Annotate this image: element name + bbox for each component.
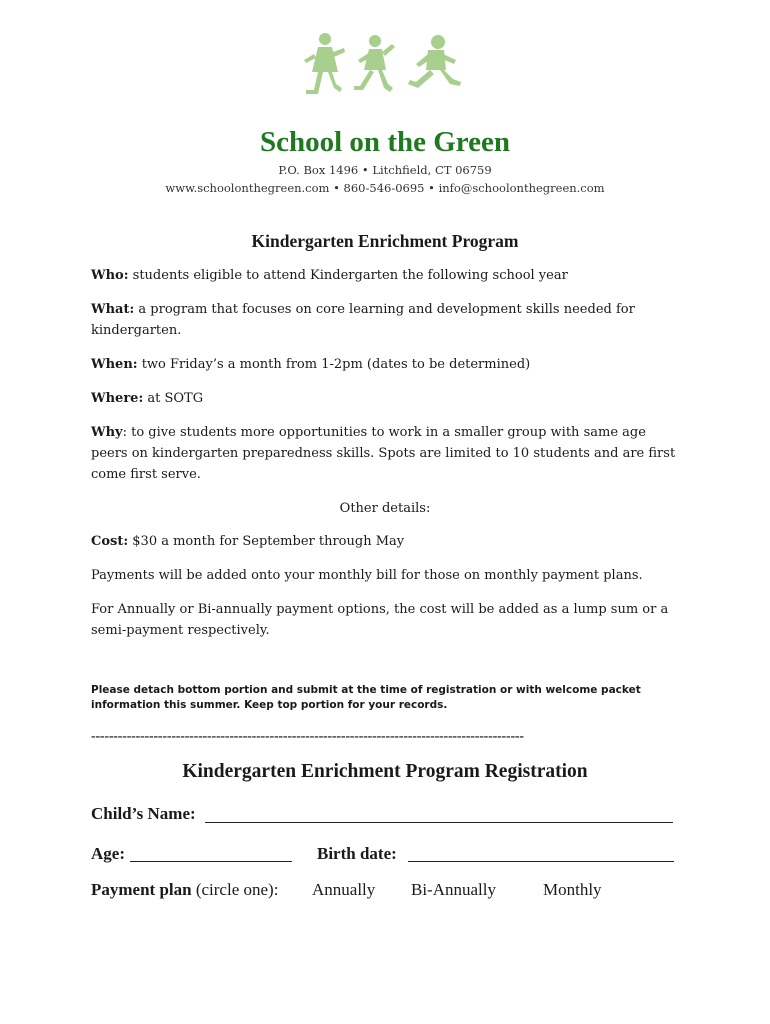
child-figure-1 [304,33,345,94]
child-name-label: Child’s Name: [91,804,196,823]
birth-date-input[interactable] [408,861,674,862]
what-paragraph [91,299,681,341]
why-label: Why [91,425,123,440]
child-figure-2 [354,35,395,92]
cost-paragraph [91,531,681,552]
other-details-heading: Other details: [339,501,431,516]
annual-payment-paragraph: For Annually or Bi-annually payment options, the cost will be added as a lump sum or a semi-payment respectively. [91,602,669,638]
what-text: a program that focuses on core learning and development skills needed for kindergarten. [91,302,635,338]
birth-date-label: Birth date: [317,844,397,863]
payment-option-monthly[interactable]: Monthly [543,880,602,899]
payments-paragraph: Payments will be added onto your monthly bill for those on monthly payment plans. [91,568,643,583]
age-label: Age: [91,844,125,863]
when-text: two Friday’s a month from 1-2pm (dates to be determined) [137,357,531,372]
address-line: P.O. Box 1496 • Litchfield, CT 06759 [278,163,492,177]
when-paragraph [91,354,681,375]
detach-divider: ------------------------------------------------------------------------------------------------- [91,729,524,744]
detach-note: Please detach bottom portion and submit at the time of registration or with welcome packet information this summer. Keep top portion for your records. [91,684,641,711]
payment-option-bi-annually[interactable]: Bi-Annually [411,880,496,899]
why-text: : to give students more opportunities to work in a smaller group with same age peers on kindergarten preparedness skills. Spots are limited to 10 students and are first come first serve. [91,425,676,482]
what-label: What: [91,302,135,317]
who-paragraph [91,265,681,286]
where-text: at SOTG [143,391,204,406]
when-label: When: [91,357,138,372]
cost-label: Cost: [91,534,129,549]
who-text: students eligible to attend Kindergarten the following school year [128,268,568,283]
cost-text: $30 a month for September through May [128,534,405,549]
payment-option-annually[interactable]: Annually [312,880,376,899]
program-title: Kindergarten Enrichment Program [251,231,519,251]
child-name-input[interactable] [205,822,673,823]
where-label: Where: [91,391,144,406]
children-running-logo [300,30,470,100]
payment-plan-label: Payment plan (circle one): [91,880,279,899]
why-paragraph [91,422,681,485]
contact-line: www.schoolonthegreen.com • 860-546-0695 • info@schoolonthegreen.com [165,181,605,195]
school-name: School on the Green [260,126,510,158]
where-paragraph [91,388,681,409]
registration-title: Kindergarten Enrichment Program Registration [182,761,588,782]
child-figure-3 [408,35,461,88]
who-label: Who: [91,268,129,283]
age-input[interactable] [130,861,292,862]
